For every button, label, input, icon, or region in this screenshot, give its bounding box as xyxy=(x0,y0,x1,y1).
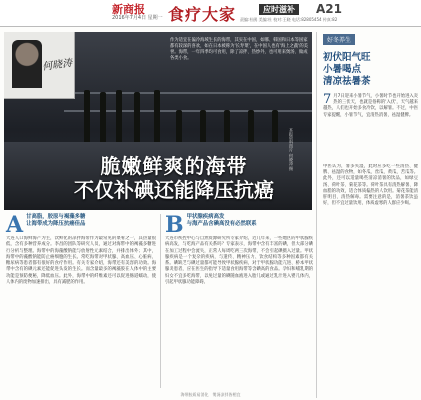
kelp-strand xyxy=(154,90,160,148)
kelp-photo xyxy=(4,32,312,210)
section-a-letter: A xyxy=(6,212,24,238)
sidebar-tag: 好冬养生 xyxy=(323,34,355,45)
section-a-body xyxy=(6,236,156,388)
sidebar-title-line3: 清凉祛暑茶 xyxy=(323,76,371,87)
section-b-letter: B xyxy=(165,212,184,238)
section-b-heading-line1: 甲状腺疾病高发 xyxy=(186,214,225,220)
masthead xyxy=(0,0,421,27)
column-label: 应时滋补 xyxy=(259,4,299,15)
section-b-paragraph: 大连市疾控中心与自然资源研究所专家介绍，近几年来，一些地区的甲状腺疾病高发，与吃海产品有关系吗？专家表示，海带中含有丰富的碘，但大部分碘在加工过程中会流失，正常人每周吃两三次海带，不会引起碘摄入过量。甲状腺疾病是一个复杂的疾病，与遗传、精神压力、饮食结构等多种因素都有关系。碘缺乏与碘过量都可能导致甲状腺疾病，对于甲状腺功能亢进、桥本甲状腺炎患者，应在医生的指导下适量食用海带等含碘高的食品。孕妇和哺乳期的妇女不宜多吃海带，以免过量的碘随血液进入胎儿或通过乳汁进入婴儿体内，引起甲状腺功能障碍。 xyxy=(165,236,313,286)
section-a-heading-line1: 甘高脂，胶原与褐藻多糖 xyxy=(26,214,86,220)
sidebar-body xyxy=(323,164,418,390)
section-a-paragraph: 大连人口海鲜海产为主，饮鲜化的凉拌海带作为最常见的菜肴之一，其热量很低，含有多种营养成分。李昌的团队等研究人员，通过对海带中的褐藻多糖进行分析与整理。海带中的海藻酸钠能与放射性元素结合，并排出体外；其中，海带中的藻酸钠能防止癌细胞的生长。常吃海带对甲状腺、高血压、心脏病、糖尿病等患者都有很好的食疗作用。有关专家介绍，海带还有美容的功效。海带中含有的碘元素还能促进头发的生长。而含量最多的褐藻胶在人体中的主要功能是预防便秘，降低血压。此外，海带中的纤维素还可以促进肠道蠕动，使人体内的废物加速排出，具有减肥的作用。 xyxy=(6,236,156,286)
intro-text: 作为适宜在偏冷海域生长的海带，其实在中国，如哪、韩国和日本等国家都有较深的喜欢，如在日本被称为'长寿菜'，在中国人也有'海上之蔬'的美誉。海带，一年四季均可食用，除了凉拌、热炒外，也可用来煲汤、做成各类小食。 xyxy=(170,38,308,61)
section-b-heading xyxy=(165,214,313,236)
sidebar-dropcap: 7 xyxy=(323,92,332,107)
section-a-heading xyxy=(6,214,156,236)
section-b-body xyxy=(165,236,313,382)
headline-line2: 不仅补碘还能降压抗癌 xyxy=(74,178,274,202)
paper-name: 新商报 xyxy=(112,3,145,16)
sidebar-lead-text: 月7日迎来小暑节气，小暑时节也开始进入炎热的三伏天，也就是俗称的'入伏'，天气越来越热，人们也开始多食冷饮，以解暑。不过，中医专家提醒，小暑节气，宜清热消暑，祛湿健脾。 xyxy=(323,94,418,118)
sidebar-title xyxy=(323,52,418,88)
page-number: A21 xyxy=(316,2,342,16)
section-b-heading-line2: 与海产品含碘高没有必然联系 xyxy=(186,221,257,227)
main-headline xyxy=(44,154,304,202)
kelp-strand xyxy=(100,92,106,147)
author-signature: 何晓涛 xyxy=(41,57,73,74)
kelp-strand xyxy=(134,92,140,144)
author-portrait xyxy=(4,32,75,99)
sidebar-lead xyxy=(323,94,418,119)
sidebar-title-line2: 小暑喝点 xyxy=(323,64,362,75)
headline-line1: 脆嫩鲜爽的海带 xyxy=(100,154,248,178)
section-a-heading-line2: 让海带成为降压抗癌佳品 xyxy=(26,221,86,227)
sidebar-body-text: 中医认为，暑多夹湿，此时应多吃一些清热、健脾、祛湿的食物，如冬瓜、丝瓜、黄瓜、苦瓜等。此外，还可以适量喝些清凉消暑的饮品，如绿豆汤、荷叶茶、菊花茶等。荷叶茶具有清热解暑、降血脂的功效，适合体质偏热的人饮用。菊花茶能清肝明目、清热解毒。需要注意的是，消暑茶饮虽好，但不宜过量饮用，体质虚寒的人群应少喝。 xyxy=(323,164,418,207)
author-photo xyxy=(12,40,42,88)
editor-credits: 责编:杜鹃 美编:杜 校对:王晓 电话:82805454 传真:82 xyxy=(240,17,338,22)
photo-credit: 本报资料图片 何晓涛 摄 xyxy=(289,128,294,171)
section-title: 食疗大家 xyxy=(168,5,237,24)
kelp-strand xyxy=(84,90,90,150)
issue-date: 2016年7月4日 星期一 xyxy=(112,15,163,21)
column-divider xyxy=(160,214,161,388)
sidebar-title-line1: 初伏阳气旺 xyxy=(323,52,371,63)
sidebar-article xyxy=(316,32,420,398)
page-footer: 海带胶质易消化 煲汤凉拌皆相宜 xyxy=(180,392,241,397)
